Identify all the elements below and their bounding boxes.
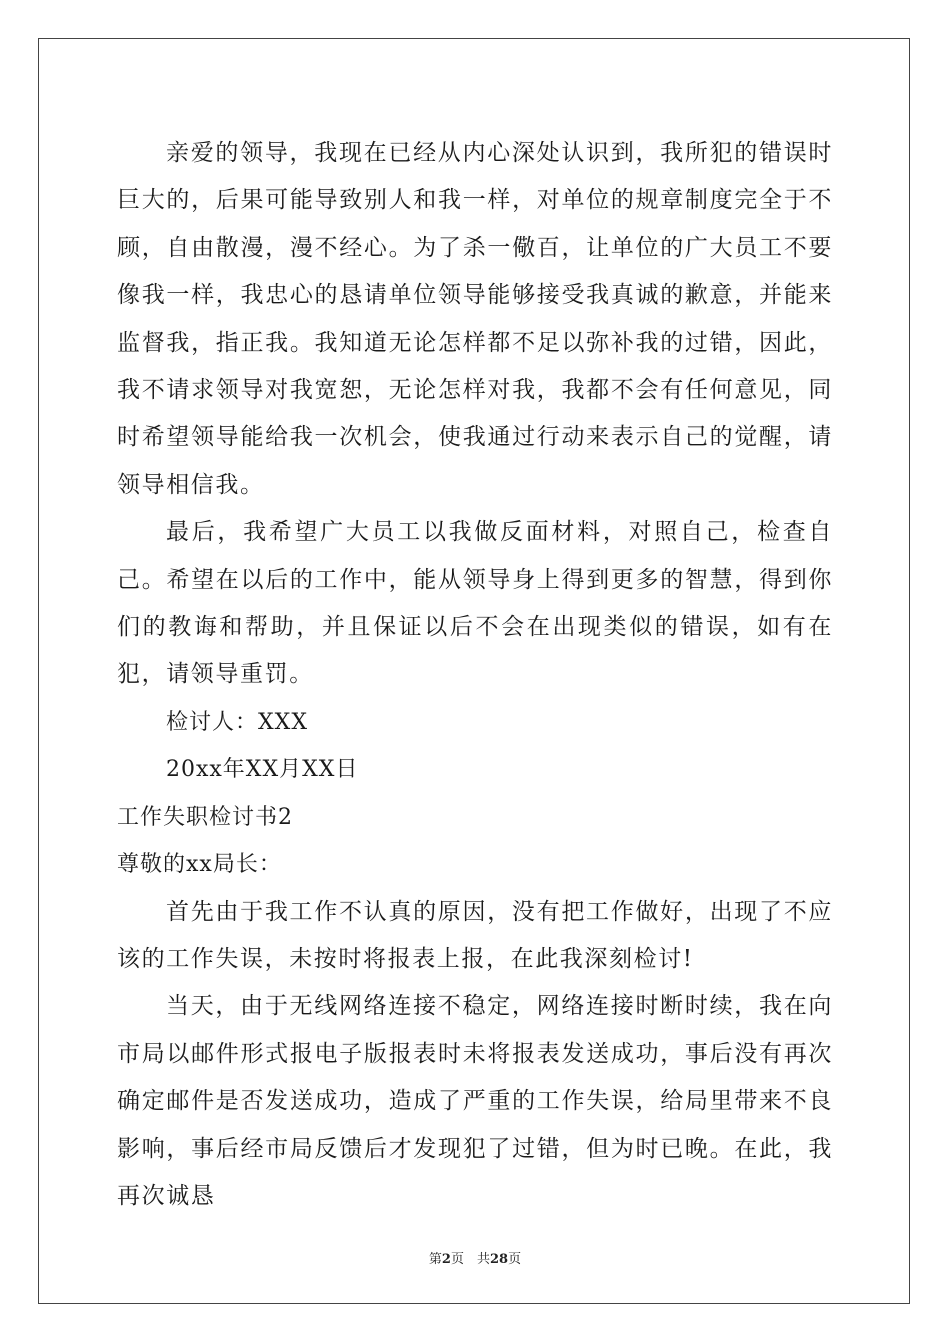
paragraph-conclusion: 最后，我希望广大员工以我做反面材料，对照自己，检查自己。希望在以后的工作中，能从领导身上得到更多的智慧，得到你们的教诲和帮助，并且保证以后不会在出现类似的错误，如有在犯，请领导重罚。: [117, 519, 833, 688]
paragraph-details: 当天，由于无线网络连接不稳定，网络连接时断时续，我在向市局以邮件形式报电子版报表时未将报表发送成功，事后没有再次确定邮件是否发送成功，造成了严重的工作失误，给局里带来不良影响，事后经市局反馈后才发现犯了过错，但为时已晚。在此，我再次诚恳: [117, 993, 833, 1209]
page-footer: [0, 1248, 950, 1267]
footer-page-number: 2: [441, 1252, 451, 1267]
paragraph-reason: 首先由于我工作不认真的原因，没有把工作做好，出现了不应该的工作失误，未按时将报表上报，在此我深刻检讨!: [117, 898, 833, 972]
footer-suffix: 页: [508, 1252, 522, 1267]
date-line: 20xx年XX月XX日: [166, 757, 359, 783]
signer-line: 检讨人：XXX: [166, 709, 308, 735]
footer-prefix: 第: [428, 1252, 442, 1267]
footer-total-pages: 28: [489, 1252, 509, 1267]
paragraph-apology: 亲爱的领导，我现在已经从内心深处认识到，我所犯的错误时巨大的，后果可能导致别人和我一样，对单位的规章制度完全于不顾，自由散漫，漫不经心。为了杀一儆百，让单位的广大员工不要像我一样，我忠心的恳请单位领导能够接受我真诚的歉意，并能来监督我，指正我。我知道无论怎样都不足以弥补我的过错，因此，我不请求领导对我宽恕，无论怎样对我，我都不会有任何意见，同时希望领导能给我一次机会，使我通过行动来表示自己的觉醒，请领导相信我。: [117, 140, 833, 498]
section-title: 工作失职检讨书2: [117, 804, 293, 830]
document-body: [117, 130, 833, 1220]
salutation: 尊敬的xx局长：: [117, 852, 282, 878]
footer-middle: 页 共: [450, 1252, 490, 1267]
